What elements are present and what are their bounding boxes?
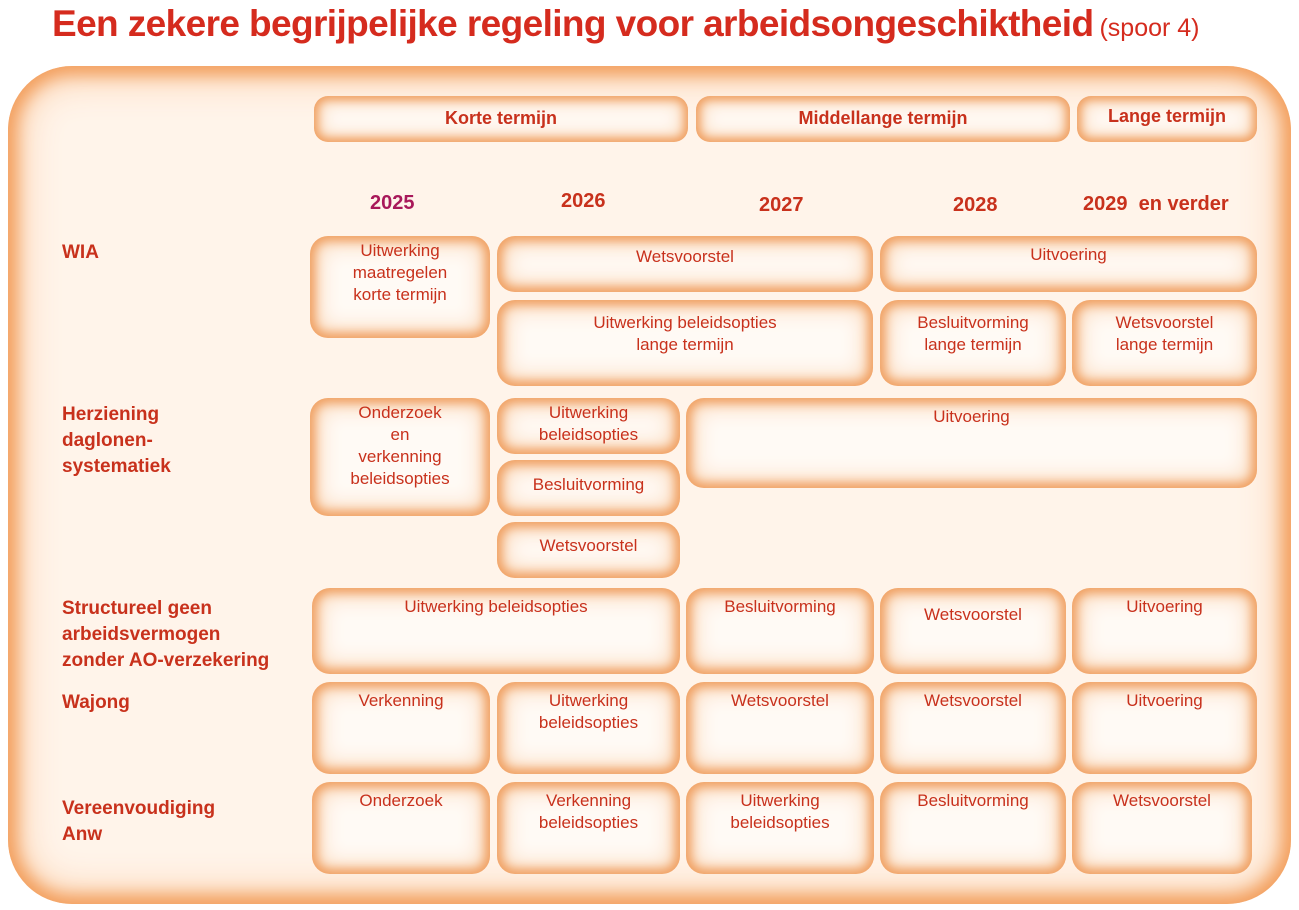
structureel-uitvoering: Uitvoering: [1072, 588, 1257, 674]
row-label-anw: Vereenvoudiging Anw: [62, 798, 216, 845]
anw-wetsvoorstel: Wetsvoorstel: [1072, 782, 1252, 874]
year-2027: 2027: [759, 194, 804, 216]
structureel-besluitvorming: Besluitvorming: [686, 588, 874, 674]
wia-wetsvoorstel: Wetsvoorstel: [497, 236, 873, 292]
wajong-uitvoering: Uitvoering: [1072, 682, 1257, 774]
daglonen-uitwerking: Uitwerking beleidsopties: [497, 398, 680, 454]
anw-uitwerking: Uitwerking beleidsopties: [686, 782, 874, 874]
wia-besluitvorming: Besluitvorming lange termijn: [880, 300, 1066, 386]
year-2026: 2026: [561, 190, 606, 212]
wia-uitwerking-maatregelen: Uitwerking maatregelen korte termijn: [310, 236, 490, 338]
wajong-wetsvoorstel-2027: Wetsvoorstel: [686, 682, 874, 774]
wia-uitvoering: Uitvoering: [880, 236, 1257, 292]
daglonen-uitvoering: Uitvoering: [686, 398, 1257, 488]
wajong-wetsvoorstel-2028: Wetsvoorstel: [880, 682, 1066, 774]
anw-verkenning: Verkenning beleidsopties: [497, 782, 680, 874]
row-label-wia: WIA: [62, 242, 99, 263]
page-title: [52, 2, 1200, 46]
structureel-uitwerking: Uitwerking beleidsopties: [312, 588, 680, 674]
daglonen-wetsvoorstel: Wetsvoorstel: [497, 522, 680, 578]
term-medium: Middellange termijn: [696, 96, 1070, 142]
row-label-daglonen: Herziening daglonen- systematiek: [62, 404, 171, 477]
structureel-wetsvoorstel: Wetsvoorstel: [880, 588, 1066, 674]
wia-wetsvoorstel-lange-termijn: Wetsvoorstel lange termijn: [1072, 300, 1257, 386]
wajong-uitwerking: Uitwerking beleidsopties: [497, 682, 680, 774]
anw-besluitvorming: Besluitvorming: [880, 782, 1066, 874]
daglonen-besluitvorming: Besluitvorming: [497, 460, 680, 516]
title-main: Een zekere begrijpelijke regeling voor arbeidsongeschiktheid: [52, 3, 1094, 44]
anw-onderzoek: Onderzoek: [312, 782, 490, 874]
title-sub: (spoor 4): [1099, 14, 1200, 42]
term-short: Korte termijn: [314, 96, 688, 142]
wia-uitwerking-beleidsopties: Uitwerking beleidsopties lange termijn: [497, 300, 873, 386]
wajong-verkenning: Verkenning: [312, 682, 490, 774]
daglonen-onderzoek: Onderzoek en verkenning beleidsopties: [310, 398, 490, 516]
year-2028: 2028: [953, 194, 998, 216]
year-2025: 2025: [370, 192, 415, 214]
row-label-wajong: Wajong: [62, 692, 130, 713]
row-label-structureel: Structureel geen arbeidsvermogen zonder AO-verzekering: [62, 598, 270, 671]
year-2029-onward: 2029 en verder: [1083, 193, 1229, 215]
term-long: Lange termijn: [1077, 96, 1257, 142]
